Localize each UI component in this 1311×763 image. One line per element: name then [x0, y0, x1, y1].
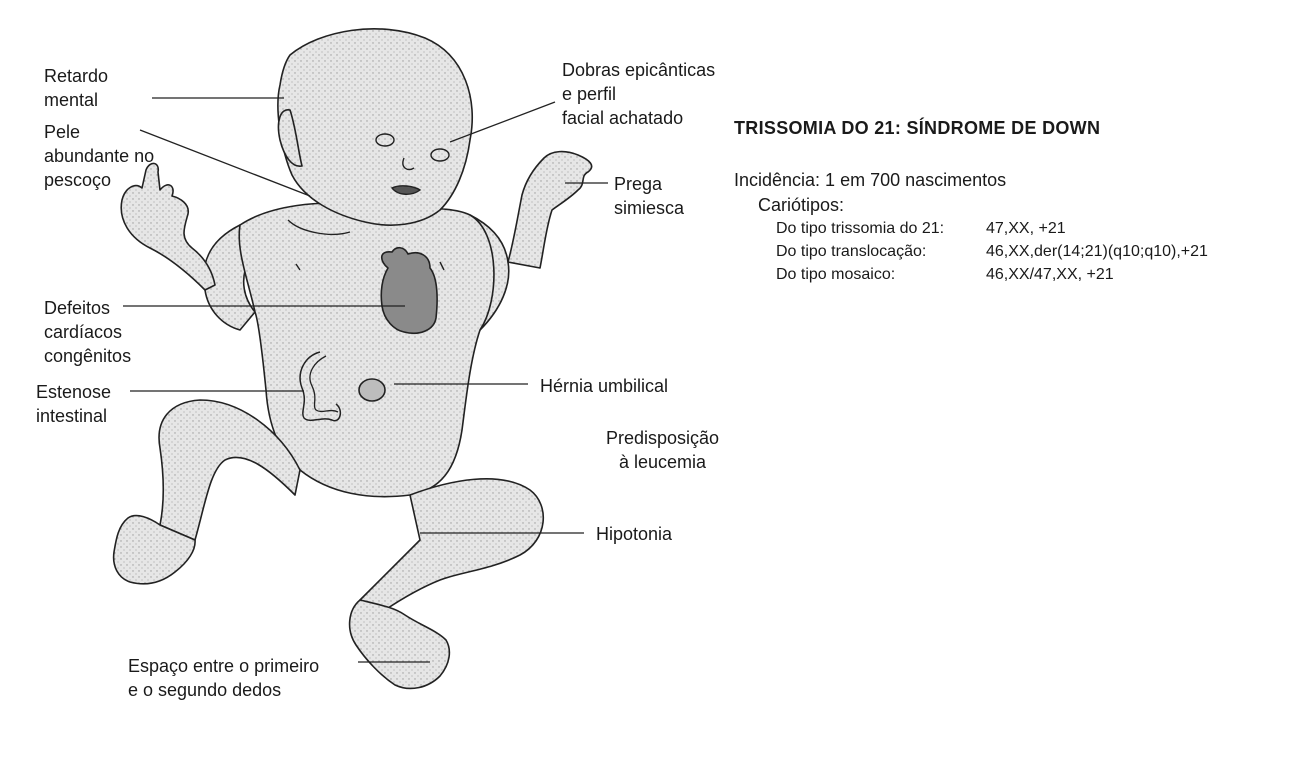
label-predisposicao-leucemia: Predisposição à leucemia — [606, 428, 720, 472]
karyotype-value: 47,XX, +21 — [986, 220, 1066, 237]
karyotype-type: Do tipo trissomia do 21: — [776, 220, 945, 237]
label-hipotonia: Hipotonia — [596, 524, 673, 544]
label-espaco-dedos: Espaço entre o primeiro e o segundo dedos — [128, 656, 320, 700]
right-foot — [350, 600, 450, 688]
right-hand — [508, 152, 592, 268]
table-row — [776, 220, 1208, 243]
head — [278, 29, 472, 225]
page-title: TRISSOMIA DO 21: SÍNDROME DE DOWN — [734, 118, 1101, 138]
heart — [381, 248, 437, 334]
karyotype-type: Do tipo translocação: — [776, 243, 927, 260]
label-prega-simiesca: Prega simiesca — [614, 174, 685, 218]
right-leg — [360, 479, 543, 610]
incidence-text: Incidência: 1 em 700 nascimentos — [734, 170, 1007, 190]
karyotype-type: Do tipo mosaico: — [776, 266, 896, 283]
label-estenose-intestinal: Estenose intestinal — [36, 382, 112, 426]
karyotypes-heading: Cariótipos: — [758, 195, 845, 215]
karyotype-value: 46,XX,der(14;21)(q10;q10),+21 — [986, 243, 1208, 260]
label-hernia-umbilical: Hérnia umbilical — [540, 376, 669, 396]
karyotype-value: 46,XX/47,XX, +21 — [986, 266, 1114, 283]
karyotypes-table — [776, 220, 1208, 289]
label-defeitos-cardiacos: Defeitos cardíacos congênitos — [44, 298, 132, 366]
label-dobras-epicanticas: Dobras epicânticas e perfil facial achatado — [562, 60, 716, 128]
table-row — [776, 266, 1208, 289]
umbilical-hernia — [359, 379, 385, 401]
label-pele-abundante: Pele abundante no pescoço — [44, 122, 155, 190]
label-retardo-mental: Retardo mental — [44, 66, 109, 110]
table-row — [776, 243, 1208, 266]
